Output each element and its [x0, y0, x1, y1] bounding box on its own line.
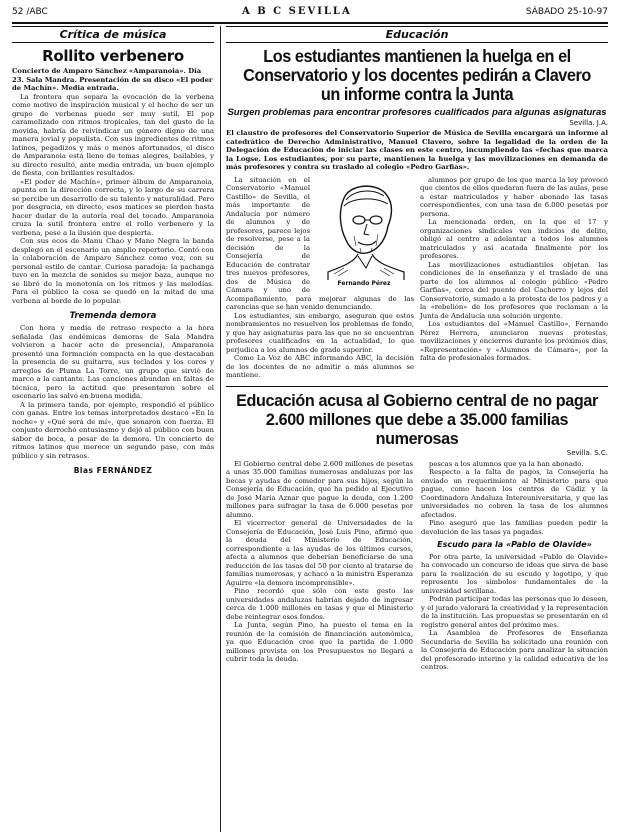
section-label: Educación: [226, 26, 608, 43]
paragraph: Como La Voz de ABC informando ABC, la decisión de los docentes de no admitir a más alumnos se mantiene.: [226, 354, 414, 379]
paragraph: La situación en el Conservatorio «Manuel Castillo» de Sevilla, el más importante de Andalucía por número de alumnos y de profesores, parece lejos de resolverse, pese a la decisión de la Consejería de Educación de contratar tres nuevos profesores, dos de Música de Cámara y uno de Acompañamiento, para mejorar algunas de las carencias que se han venido denunciando.: [226, 175, 414, 311]
paragraph: La frontera que separa la evocación de la verbena como motivo de inspiración musical y el hecho de ser un grupo de verbenas puede ser muy sutil. El pop caramelizado con ritmos tropicales, tan del gusto de la movida, habría de reivindicar un género digno de una manera jovial y populista. Con sus ingredientes de ritmos latinos, pegadizos y más o menos afortunados, el disco de Amparanoia está lleno de temas alegres, bailables, y su directo resultó, ante media entrada, un buen ejemplo de fiesta, con brillantes resultados.: [12, 92, 214, 178]
paragraph: Podrán participar todas las personas que lo deseen, y el jurado valorará la creatividad y la representación de la institución. Las propuestas se presentarán en el registro general antes del próximo mes.: [421, 595, 608, 629]
page-header: [12, 6, 608, 20]
headline-conservatorio: Los estudiantes mantienen la huelga en el Conservatorio y los docentes pedirán a Clavero un informe contra la Junta: [243, 46, 591, 104]
paragraph: Pino recordó que sólo con este gesto las universidades andaluzas habrían dejado de ingresar cerca de 1.000 millones en tasas y que el Ministerio debe reintegrar esos fondos.: [226, 587, 413, 621]
article-2-column-1: [226, 460, 413, 672]
section-name: A B C SEVILLA: [242, 6, 352, 17]
paragraph: Los estudiantes, sin embargo, aseguran que estos nombramientos no resuelven los problemas de fondo, y que hay asignaturas para las que no se encuentran profesores cualificados en la actualidad, lo que perjudica a los alumnos de grado superior.: [226, 311, 414, 354]
page-number: 52 /ABC: [12, 7, 48, 17]
article-divider: [226, 386, 608, 387]
headline-familias: Educación acusa al Gobierno central de no pagar 2.600 millones que debe a 35.000 familias numerosas: [236, 390, 598, 448]
review-signature: Blas FERNÁNDEZ: [73, 466, 153, 476]
column-divider: [220, 26, 221, 832]
paragraph: A la primera tanda, por ejemplo, respondió el público con ganas. Entre los temas interpretados destacó «En la noche» y «Qué será de mí», que sonaron con fuerza. El conjunto derrochó entusiasmo y dejó al público con buen sabor de boca, a pesar de la demora. Un concierto de ritmos latinos que merece un segundo pase, con más público y sin retrasos.: [12, 400, 214, 460]
paragraph: Los estudiantes del «Manuel Castillo», Fernando Pérez Herrera, anunciaron nuevas protestas, movilizaciones y encierros durante los próximos días, «Representación» y «Alumnos de Cámara», por la falta de profesionales formados.: [420, 320, 608, 362]
paragraph: La Asamblea de Profesores de Enseñanza Secundaria de Sevilla ha solicitado una reunión con la Consejería de Educación para analizar la situación del profesorado interino y la calidad educativa de los centros.: [421, 629, 608, 671]
subheadline: Surgen problemas para encontrar profesores cualificados para algunas asignaturas: [227, 107, 607, 118]
paragraph: Respecto a la falta de pagos, la Consejería ha enviado un requerimiento al Ministerio para que pague, como hacen los centros de Cádiz y la Coordinadora Andaluza Intereuniversitaria, y que las universidades no cobren la tasa de los alumnos afectados.: [421, 468, 608, 519]
paragraph: El vicerrector general de Universidades de la Consejería de Educación, José Luis Pino, afirmó que la deuda del Ministerio de Educación, correspondiente a las ayudas de los últimos cursos, afecta a alumnos que deberían beneficiarse de una reducción de las tasas del 50 por ciento al tratarse de familias numerosas, y achacó a la ministra Esperanza Aguirre «la demora incomprensible».: [226, 519, 413, 587]
caricature-figure: [314, 176, 414, 288]
review-body-2: [12, 324, 214, 460]
paragraph: Con sus ecos de Manu Chao y Mano Negra la banda desplegó en el escenario un amplio repertorio. Contó con la colaboración de Amparo Sánchez como voz, con su personal estilo de cantar. Curiosa paradoja: la pachanga tuvo en la mezcla de sonidos su mejor baza, aunque no se libró de la monotonía en los ritmos y las melodías. Para el público la cosa se quedó en la mitad de una verbena al borde de lo popular.: [12, 237, 214, 305]
article-column-1: [226, 176, 414, 380]
paragraph: Pino aseguró que las familias pueden pedir la devolución de las tasas ya pagadas.: [421, 519, 608, 536]
caricature-drawing: [314, 176, 414, 280]
review-subhead: Tremenda demora: [69, 311, 157, 322]
publication-date: SÁBADO 25-10-97: [525, 7, 608, 17]
article-2-columns: [226, 460, 608, 672]
paragraph: pescas a los alumnos que ya la han abonado.: [429, 459, 584, 468]
review-body: [12, 93, 214, 306]
paragraph: La mencionada orden, en la que el 17 y organizaciones sindicales ven indicios de delito, obligó al centro a adelantar a todos los alumnos matriculados y así acatada finalmente por los profesores.: [420, 218, 608, 260]
caricature-caption: Fernando Pérez: [337, 279, 391, 287]
paragraph: Las movilizaciones estudiantiles objetan las condiciones de la enseñanza y el traslado de una parte de los alumnos al colegio público «Pedro Garfias», cerca del puente del Cachorro y lejos del Conservatorio, sumado a la protesta de los padres y a la «rebelión» de los profesores que reclaman a la Junta de Andalucía una solución urgente.: [420, 260, 608, 320]
paragraph: Con hora y media de retraso respecto a la hora señalada (las endémicas demoras de Sala Mandra volvieron a hacer acto de presencia), Amparanoia presentó una formación compacta en la que destacaban la presencia de su guitarra, sus teclados y los coros y arreglos de Pluma La Torre, un grupo que sirvió de marco a la cantante. Las canciones abundan en faltas de técnica, pero la actitud que presentaron sobre el escenario las salvó en buena medida.: [12, 324, 214, 401]
paragraph: «El poder de Machín», primer álbum de Amparanoia, apunta en la dirección correcta, y lo largo de su carrera se percibe un desarrollo de su talento y naturalidad. Pero por desgracia, en directo, esos matices se pierden hasta hacer dudar de la autoría real del tocado. Amparanoia cruza la sutil frontera entre el rollo verbenero y la verbena, pese a la ilusión que despierta.: [12, 177, 214, 237]
header-rule: [12, 22, 608, 24]
byline: Sevilla. J.A.: [569, 119, 608, 127]
paragraph: Por otra parte, la universidad «Pablo de Olavide» ha convocado un concurso de ideas que sirva de base para la realización de su escudo y logotipo, y que represente los símbolos fundamentales de la universidad sevillana.: [421, 552, 608, 595]
paragraph: La Junta, según Pino, ha puesto el tema en la reunión de la comisión de financiación autonómica, ya que Educación cree que la partida de 1.000 millones prevista en los Presupuestos no llegará a cubrir toda la deuda.: [226, 621, 413, 663]
paragraph: El Gobierno central debe 2.600 millones de pesetas a unas 35.000 familias numerosas andaluzas por las becas y ayudas de comedor para sus hijos, según la Consejería de Educación, que ha pedido al Ejecutivo de José María Aznar que pague la deuda, con 1.200 millones para sufragar la tasa de 6.000 pesetas por alumno.: [226, 459, 413, 519]
byline: Sevilla. S.C.: [566, 448, 608, 457]
article-subhead: Escudo para la «Pablo de Olavide»: [437, 540, 592, 549]
article-columns: [226, 176, 608, 380]
review-title: Rollito verbenero: [42, 47, 184, 65]
education-column: [226, 26, 608, 672]
lede: El claustro de profesores del Conservatorio Superior de Música de Sevilla encargará un informe al catedrático de Derecho Administrativo, Manuel Clavero, sobre la legalidad de la orden de la Delegación de Educación de iniciar las clases en este centro, incumpliendo las «fechas que marca la Logse. Los estudiantes, por su parte, mantienen la huelga y las movilizaciones en demanda de más profesores y contra su traslado al colegio «Pedro Garfias».: [226, 129, 608, 171]
article-2-column-2: [421, 460, 608, 672]
music-review-column: [12, 26, 214, 475]
paragraph: alumnos por grupo de los que marca la ley provocó que cientos de ellos quedaran fuera de las aulas, pese a estar matriculados y haber abonado las tasas correspondientes, con una tasa de 6.000 pesetas por persona.: [420, 175, 608, 218]
article-column-2: [420, 176, 608, 380]
section-label: Crítica de música: [12, 26, 214, 43]
review-credits: Concierto de Amparo Sánchez «Amparanoia». Día 23. Sala Mandra. Presentación de su disco «El poder de Machín». Media entrada.: [12, 67, 213, 93]
